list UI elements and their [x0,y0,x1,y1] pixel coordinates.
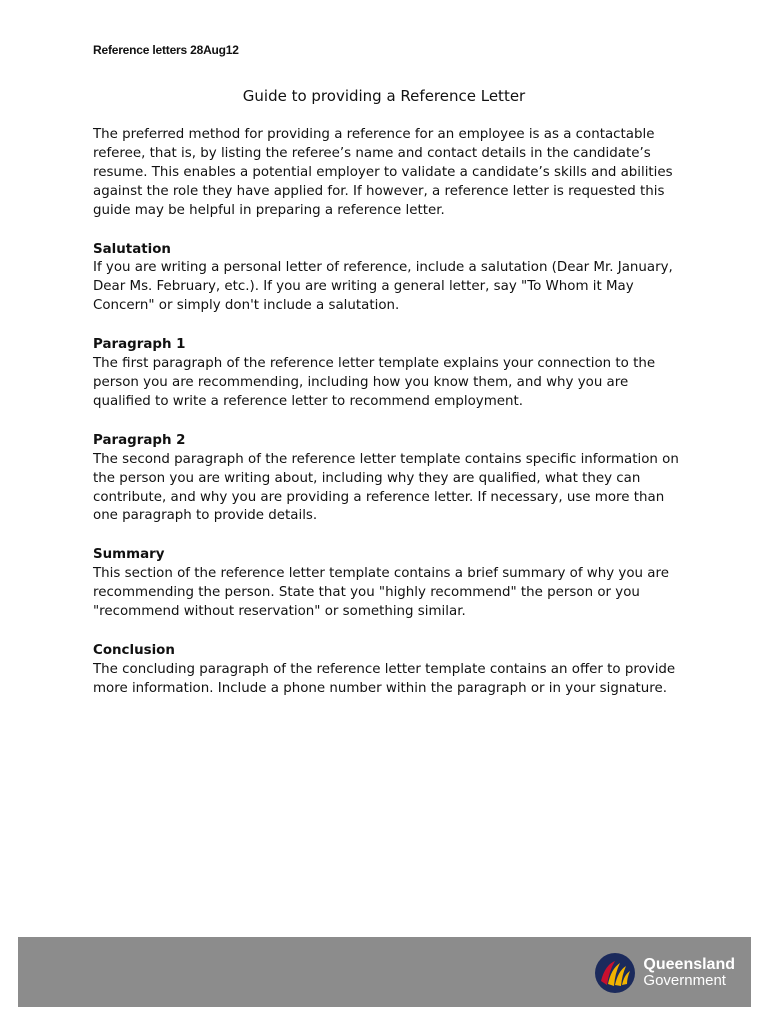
logo-line-queensland: Queensland [643,956,735,973]
document-reference: Reference letters 28Aug12 [93,43,239,57]
section-text: The second paragraph of the reference letter template contains specific information on the person you are writing about, including why they are qualified, what they can contribute, and why you are providing a reference letter. If necessary, use more than one paragraph to provide details. [93,451,679,524]
document-title: Guide to providing a Reference Letter [242,87,526,105]
section-heading: Paragraph 1 [93,337,186,353]
footer-band [18,937,751,1007]
intro-paragraph: The preferred method for providing a reference for an employee is as a contactable referee, that is, by listing the referee’s name and contact details in the candidate’s resume. This enables a potential employer to validate a candidate’s skills and abilities against the role they have applied for. If however, a reference letter is requested this guide may be helpful in preparing a reference letter. [93,127,673,218]
queensland-government-emblem-icon [593,951,637,995]
section-heading: Paragraph 2 [93,432,186,448]
section-heading: Summary [93,547,165,563]
section-paragraph-1 [93,336,683,412]
section-text: This section of the reference letter template contains a brief summary of why you are recommending the person. State that you "highly recommend" the person or you "recommend without reservation" or something similar. [93,566,669,620]
section-text: If you are writing a personal letter of reference, include a salutation (Dear Mr. January, Dear Ms. February, etc.). If you are writing a general letter, say "To Whom it May Concern" or simply don't include a salutation. [93,260,673,314]
section-heading: Salutation [93,241,171,257]
section-heading: Conclusion [93,642,175,658]
section-summary [93,546,683,622]
section-text: The first paragraph of the reference letter template explains your connection to the person you are recommending, including how you know them, and why you are qualified to write a reference letter to recommend employment. [93,356,656,409]
queensland-government-logo [593,951,735,995]
section-salutation [93,241,683,317]
logo-line-government: Government [643,972,726,989]
section-conclusion [93,642,683,699]
section-paragraph-2 [93,432,683,527]
logo-wordmark [643,957,735,989]
document-body [93,126,683,699]
section-text: The concluding paragraph of the reference letter template contains an offer to provide more information. Include a phone number within the paragraph or in your signature. [93,661,676,696]
